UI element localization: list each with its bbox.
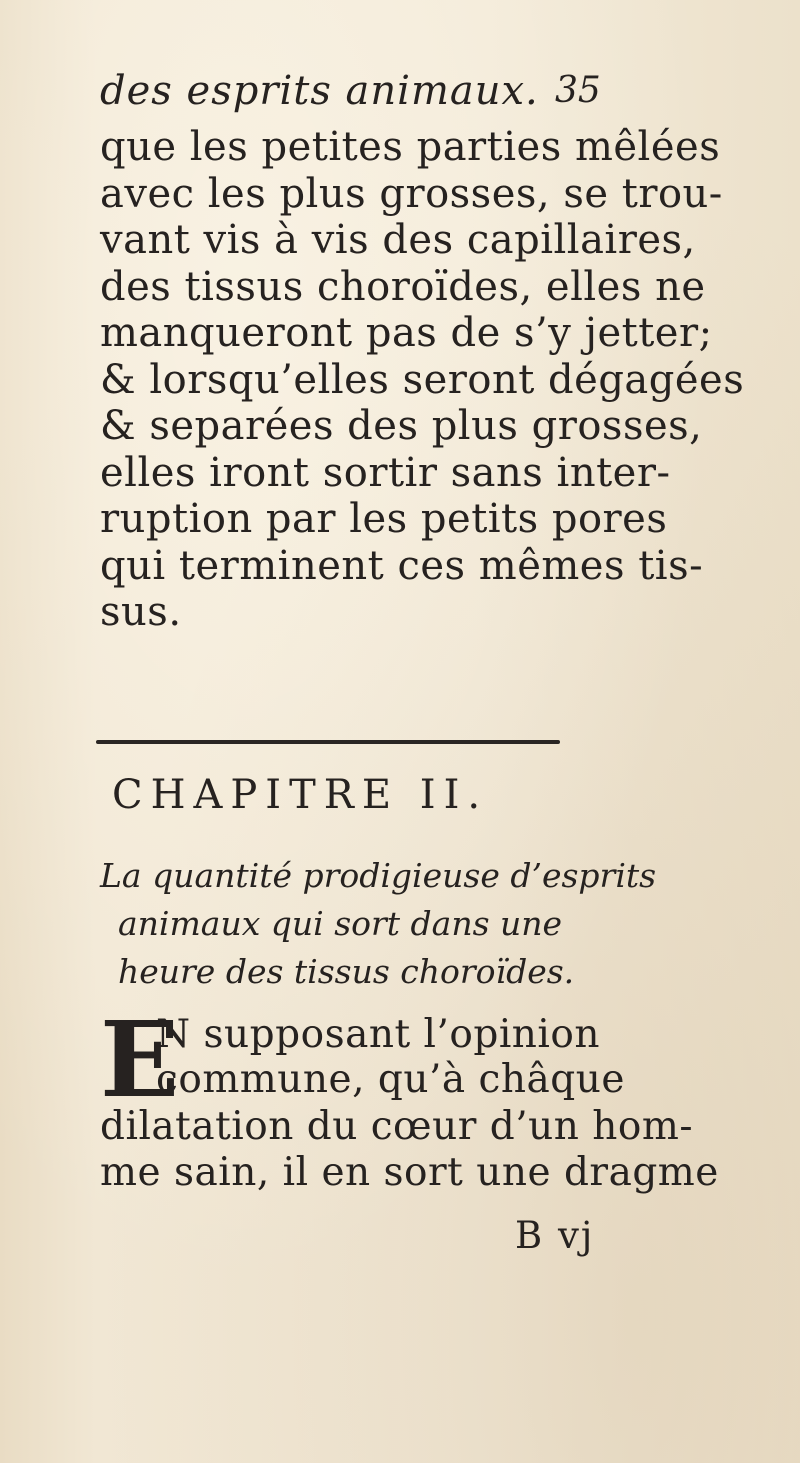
text-line: des tissus choroïdes, elles ne	[100, 263, 706, 310]
subtitle-line: La quantité prodigieuse d’esprits	[100, 856, 657, 895]
page-number: 35	[555, 70, 601, 111]
opening-paragraph	[100, 998, 719, 1248]
text-line: vant vis à vis des capillaires,	[100, 217, 696, 263]
text-line: que les petites parties mêlées	[100, 124, 721, 170]
text-line: me sain, il en sort une dragme	[100, 1150, 719, 1195]
text-line: manqueront pas de s’y jetter;	[100, 310, 713, 356]
subtitle-line: heure des tissus choroïdes.	[118, 952, 575, 991]
chapter-heading: CHAPITRE II.	[112, 772, 489, 818]
text-line: qui terminent ces mêmes tis-	[100, 542, 704, 589]
drop-cap: E	[100, 998, 180, 1121]
text-line: elles iront sortir sans inter-	[100, 449, 671, 496]
text-line: sus.	[100, 589, 182, 635]
running-title: des esprits animaux.	[100, 68, 539, 114]
text-line: commune, qu’à châque	[156, 1057, 625, 1102]
body-paragraph	[100, 124, 745, 636]
running-head	[100, 68, 620, 128]
section-divider	[96, 740, 560, 744]
text-line: dilatation du cœur d’un hom-	[100, 1104, 694, 1149]
subtitle-line: animaux qui sort dans une	[118, 904, 563, 943]
text-line: avec les plus grosses, se trou-	[100, 170, 723, 217]
chapter-subtitle	[100, 852, 657, 996]
text-line: & separées des plus grosses,	[100, 403, 703, 449]
text-line: N supposant l’opinion	[156, 1012, 600, 1057]
catchword: B vj	[515, 1214, 595, 1257]
text-line: & lorsqu’elles seront dégagées	[100, 356, 745, 403]
text-line: ruption par les petits pores	[100, 496, 668, 542]
